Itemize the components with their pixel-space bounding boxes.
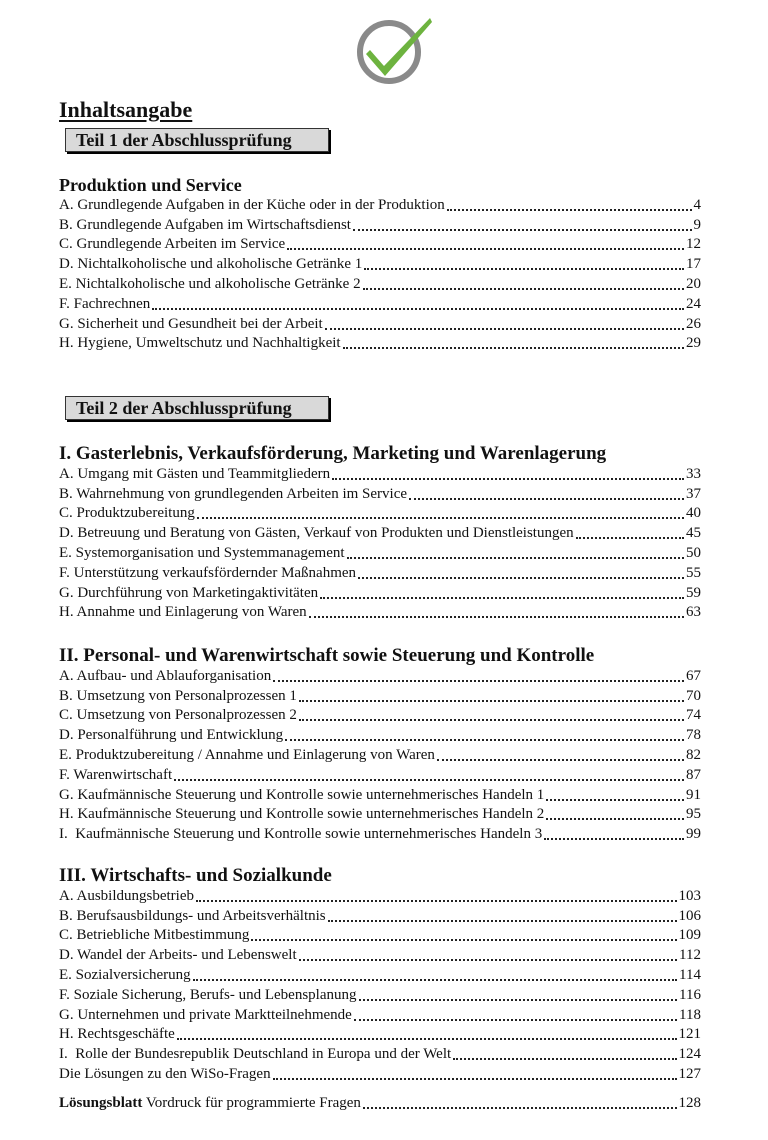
toc-list-loesungsblatt [59, 1092, 701, 1112]
dot-leader [453, 1057, 676, 1060]
toc-entry-page: 20 [686, 275, 701, 292]
toc-entry-page: 118 [679, 1006, 701, 1023]
dot-leader [273, 1077, 677, 1080]
toc-entry[interactable] [59, 1043, 701, 1063]
dot-leader [447, 208, 692, 211]
toc-entry-page: 45 [686, 525, 701, 542]
dot-leader [332, 477, 684, 480]
toc-list-produktion [59, 194, 701, 352]
toc-entry[interactable] [59, 293, 701, 313]
toc-entry-label: B. Grundlegende Aufgaben im Wirtschaftsdienst [59, 216, 351, 233]
toc-entry[interactable] [59, 313, 701, 333]
toc-entry-page: 4 [693, 196, 701, 213]
dot-leader [251, 938, 676, 941]
toc-entry-label-rest: Vordruck für programmierte Fragen [142, 1094, 361, 1111]
toc-entry-page: 124 [678, 1046, 701, 1063]
section-heading-gasterlebnis: I. Gasterlebnis, Verkaufsförderung, Marketing und Warenlagerung [59, 443, 607, 464]
page-title: Inhaltsangabe [59, 97, 193, 122]
dot-leader [299, 718, 684, 721]
toc-entry-label: E. Sozialversicherung [59, 966, 191, 983]
toc-entry-page: 17 [686, 256, 701, 273]
toc-entry-label: G. Kaufmännische Steuerung und Kontrolle sowie unternehmerisches Handeln 1 [59, 786, 545, 803]
dot-leader [364, 267, 684, 270]
toc-entry[interactable] [59, 784, 701, 804]
toc-entry-label: D. Betreuung und Beratung von Gästen, Verkauf von Produkten und Dienstleistungen [59, 525, 574, 542]
checkmark-logo-icon [352, 10, 438, 90]
dot-leader [273, 679, 684, 682]
dot-leader [347, 556, 684, 559]
toc-entry[interactable] [59, 542, 701, 562]
toc-entry-page: 121 [678, 1026, 701, 1043]
toc-entry[interactable] [59, 273, 701, 293]
toc-entry-label: G. Sicherheit und Gesundheit bei der Arbeit [59, 315, 323, 332]
dot-leader [343, 346, 684, 349]
toc-entry-page: 63 [686, 604, 701, 621]
dot-leader [363, 1106, 677, 1109]
section-heading-personal: II. Personal- und Warenwirtschaft sowie Steuerung und Kontrolle [59, 645, 595, 666]
toc-entry-page: 67 [686, 667, 701, 684]
toc-entry[interactable] [59, 685, 701, 705]
toc-entry[interactable] [59, 562, 701, 582]
toc-entry-label: H. Kaufmännische Steuerung und Kontrolle sowie unternehmerisches Handeln 2 [59, 806, 545, 823]
toc-entry-bold-label: Lösungsblatt [59, 1094, 143, 1111]
toc-entry[interactable] [59, 1024, 701, 1044]
toc-entry-label: C. Betriebliche Mitbestimmung [59, 927, 250, 944]
toc-entry[interactable] [59, 602, 701, 622]
toc-entry[interactable] [59, 744, 701, 764]
toc-entry-page: 37 [686, 485, 701, 502]
dot-leader [546, 817, 684, 820]
toc-entry-label: A. Aufbau- und Ablauforganisation [59, 667, 272, 684]
toc-entry[interactable] [59, 885, 701, 905]
toc-entry-page: 78 [686, 727, 701, 744]
dot-leader [409, 497, 684, 500]
toc-list-gasterlebnis [59, 463, 701, 621]
toc-entry-label: F. Unterstützung verkaufsfördernder Maßnahmen [59, 564, 357, 581]
toc-entry-label: G. Durchführung von Marketingaktivitäten [59, 584, 319, 601]
toc-entry-page: 91 [686, 786, 701, 803]
toc-entry-label: G. Unternehmen und private Marktteilnehmende [59, 1006, 352, 1023]
toc-entry-page: 70 [686, 687, 701, 704]
toc-entry-label: A. Umgang mit Gästen und Teammitgliedern [59, 465, 331, 482]
toc-entry-page: 24 [686, 295, 701, 312]
toc-entry-page: 9 [693, 216, 701, 233]
toc-entry-page: 114 [679, 966, 701, 983]
toc-entry-page: 33 [686, 465, 701, 482]
toc-entry[interactable] [59, 823, 701, 843]
toc-entry-page: 112 [679, 947, 701, 964]
toc-entry-page: 55 [686, 564, 701, 581]
toc-entry[interactable] [59, 984, 701, 1004]
toc-entry-page: 106 [678, 907, 701, 924]
toc-entry-label: H. Rechtsgeschäfte [59, 1026, 175, 1043]
toc-entry-page: 109 [678, 927, 701, 944]
toc-entry-label: E. Nichtalkoholische und alkoholische Getränke 2 [59, 275, 361, 292]
dot-leader [197, 516, 684, 519]
toc-entry-label: F. Fachrechnen [59, 295, 151, 312]
dot-leader [177, 1037, 677, 1040]
toc-entry[interactable] [59, 522, 701, 542]
toc-entry[interactable] [59, 503, 701, 523]
dot-leader [363, 287, 684, 290]
toc-entry-label: C. Grundlegende Arbeiten im Service [59, 236, 286, 253]
toc-entry-label: C. Umsetzung von Personalprozessen 2 [59, 707, 297, 724]
toc-entry[interactable] [59, 1004, 701, 1024]
toc-entry-page: 95 [686, 806, 701, 823]
toc-entry[interactable] [59, 1063, 701, 1083]
toc-entry-label: B. Wahrnehmung von grundlegenden Arbeiten im Service [59, 485, 408, 502]
dot-leader [437, 758, 684, 761]
toc-entry[interactable] [59, 214, 701, 234]
toc-entry-page: 59 [686, 584, 701, 601]
teil2-box: Teil 2 der Abschlussprüfung [65, 396, 329, 420]
toc-entry-label: E. Produktzubereitung / Annahme und Einlagerung von Waren [59, 746, 435, 763]
section-heading-wiso: III. Wirtschafts- und Sozialkunde [59, 865, 332, 886]
section-heading-produktion: Produktion und Service [59, 175, 242, 195]
dot-leader [299, 958, 677, 961]
toc-entry-page: 40 [686, 505, 701, 522]
dot-leader [309, 615, 684, 618]
teil1-box: Teil 1 der Abschlussprüfung [65, 128, 329, 152]
dot-leader [328, 919, 677, 922]
toc-entry-page: 82 [686, 746, 701, 763]
toc-list-personal [59, 665, 701, 843]
toc-entry-page: 116 [679, 986, 701, 1003]
toc-entry[interactable] [59, 804, 701, 824]
toc-entry[interactable] [59, 582, 701, 602]
toc-entry-label: F. Soziale Sicherung, Berufs- und Lebensplanung [59, 986, 357, 1003]
toc-entry[interactable] [59, 234, 701, 254]
dot-leader [358, 576, 684, 579]
toc-entry-label: F. Warenwirtschaft [59, 766, 173, 783]
toc-entry-label: B. Umsetzung von Personalprozessen 1 [59, 687, 297, 704]
toc-entry-label: D. Nichtalkoholische und alkoholische Getränke 1 [59, 256, 363, 273]
toc-entry[interactable] [59, 483, 701, 503]
dot-leader [576, 536, 684, 539]
dot-leader [546, 798, 684, 801]
toc-entry[interactable] [59, 194, 701, 214]
toc-entry[interactable] [59, 665, 701, 685]
dot-leader [320, 596, 684, 599]
toc-entry-label: D. Wandel der Arbeits- und Lebenswelt [59, 947, 297, 964]
toc-entry-page: 103 [678, 887, 701, 904]
toc-entry[interactable] [59, 944, 701, 964]
dot-leader [196, 899, 677, 902]
toc-entry[interactable] [59, 905, 701, 925]
toc-entry-label: I. Rolle der Bundesrepublik Deutschland in Europa und der Welt [59, 1046, 452, 1063]
toc-entry[interactable] [59, 705, 701, 725]
toc-entry-page: 99 [686, 826, 701, 843]
toc-entry[interactable] [59, 764, 701, 784]
toc-entry[interactable] [59, 964, 701, 984]
dot-leader [325, 327, 684, 330]
toc-entry-label: C. Produktzubereitung [59, 505, 195, 522]
toc-entry-label: H. Annahme und Einlagerung von Waren [59, 604, 307, 621]
toc-entry-label: A. Grundlegende Aufgaben in der Küche oder in der Produktion [59, 196, 445, 213]
toc-entry[interactable] [59, 253, 701, 273]
dot-leader [299, 699, 684, 702]
dot-leader [353, 228, 692, 231]
toc-entry-label: Die Lösungen zu den WiSo-Fragen [59, 1065, 271, 1082]
toc-entry-page: 12 [686, 236, 701, 253]
toc-entry-label: I. Kaufmännische Steuerung und Kontrolle sowie unternehmerisches Handeln 3 [59, 826, 543, 843]
toc-entry-page: 29 [686, 335, 701, 352]
dot-leader [193, 978, 677, 981]
toc-list-wiso [59, 885, 701, 1083]
toc-entry-label: E. Systemorganisation und Systemmanagement [59, 544, 345, 561]
toc-entry-label: A. Ausbildungsbetrieb [59, 887, 194, 904]
toc-entry-label [59, 1095, 361, 1112]
toc-entry-label: D. Personalführung und Entwicklung [59, 727, 284, 744]
toc-entry-page: 127 [678, 1065, 701, 1082]
dot-leader [544, 837, 684, 840]
dot-leader [285, 738, 684, 741]
toc-entry-page: 128 [678, 1094, 701, 1111]
dot-leader [359, 998, 678, 1001]
toc-entry[interactable] [59, 463, 701, 483]
toc-entry[interactable] [59, 724, 701, 744]
dot-leader [354, 1018, 677, 1021]
dot-leader [287, 247, 684, 250]
toc-entry-page: 50 [686, 544, 701, 561]
dot-leader [174, 778, 684, 781]
toc-entry-label: B. Berufsausbildungs- und Arbeitsverhältnis [59, 907, 326, 924]
toc-entry[interactable] [59, 925, 701, 945]
toc-entry-label: H. Hygiene, Umweltschutz und Nachhaltigkeit [59, 335, 341, 352]
toc-entry-page: 87 [686, 766, 701, 783]
toc-entry[interactable] [59, 333, 701, 353]
toc-entry-loesungsblatt[interactable] [59, 1092, 701, 1112]
toc-entry-page: 74 [686, 707, 701, 724]
dot-leader [152, 307, 684, 310]
toc-entry-page: 26 [686, 315, 701, 332]
